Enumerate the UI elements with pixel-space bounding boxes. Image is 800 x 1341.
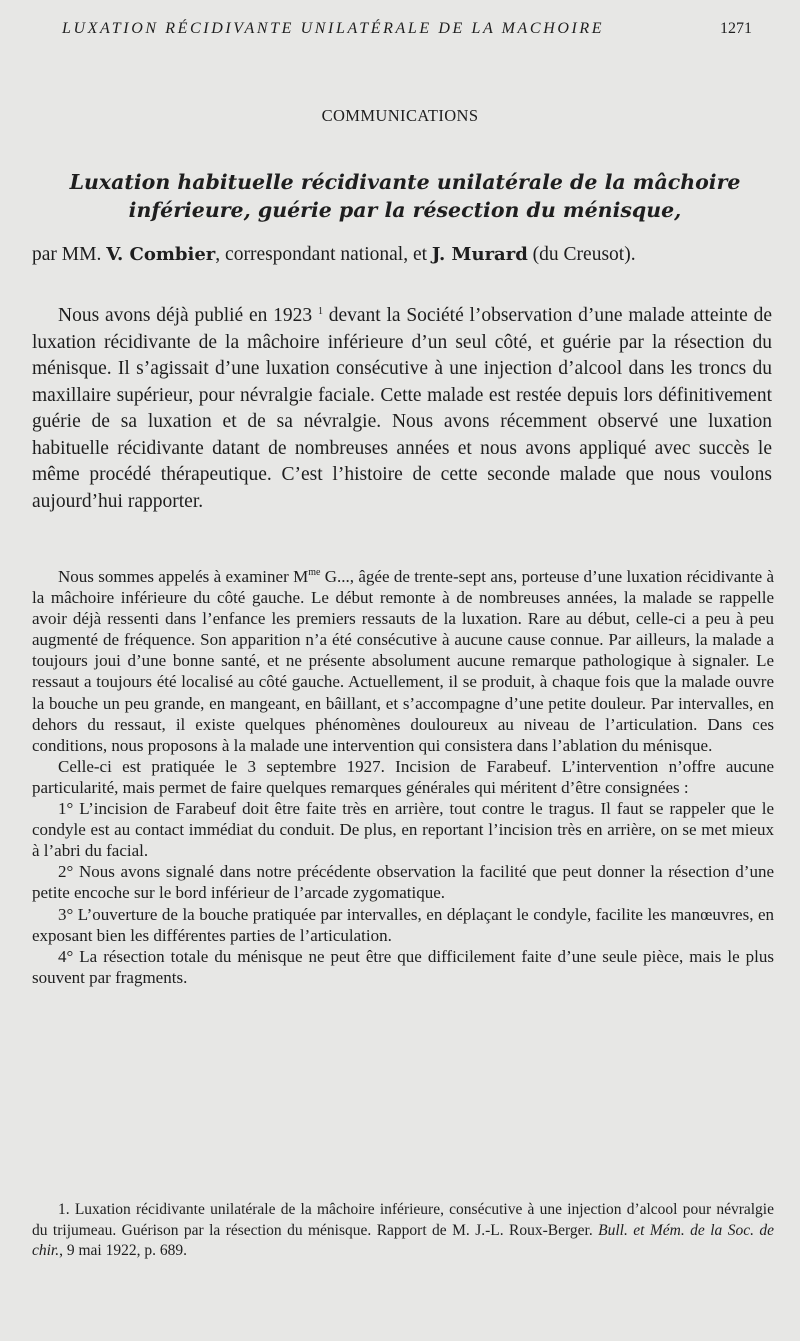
footnote-journal: Bull. et Mém. de la Soc. de chir. [32,1221,775,1259]
byline-prefix: par MM. [32,244,102,265]
footnote-ref[interactable]: 1 [317,306,323,317]
remark-3: 3° L’ouverture de la bouche pratiquée par intervalles, en déplaçant le condyle, facilite les manœuvres, en exposant bien les différentes parties de l’articulation. [32,904,774,945]
case-p1-start: Nous sommes appelés à examiner M [58,567,309,586]
case-paragraph-2: Celle-ci est pratiquée le 3 septembre 1927. Incision de Farabeuf. L’intervention n’offre aucune particularité, mais permet de faire quelques remarques générales qui méritent d’être consignées : [32,756,774,797]
byline-affiliation: , correspondant national, et [215,244,428,265]
byline [32,244,770,266]
case-paragraph-1 [32,566,774,756]
case-p1-rest: G..., âgée de trente-sept ans, porteuse d’une luxation récidivante à la mâchoire inférieure du côté gauche. Le début remonte à de nombreuses années, la malade se rappelle avoir déjà ressenti dans l’enfance les premiers ressauts de la luxation. Rare au début, celle-ci a peu à peu augmenté de fréquence. Son apparition n’a été consécutive à aucune cause connue. Par ailleurs, la malade a toujours joui d’une bonne santé, et ne présente absolument aucune remarque pathologique à signaler. Le ressaut a toujours été localisé au côté gauche. Actuellement, il se produit, à chaque fois que la malade ouvre la bouche un peu grande, en mangeant, en bâillant, et s’accompagne d’une petite douleur. Par intervalles, en dehors du ressaut, il existe quelques phénomènes douloureux au niveau de l’articulation. Dans ces conditions, nous proposons à la malade une intervention qui consistera dans l’ablation du ménisque. [32,567,775,755]
footnote-text: 1. Luxation récidivante unilatérale de la mâchoire inférieure, consécutive à une injection d’alcool pour névralgie du trijumeau. Guérison par la résection du ménisque. Rapport de M. J.-L. Roux-Berger. [32,1201,774,1239]
running-head [62,20,752,38]
article-title: Luxation habituelle récidivante unilatérale de la mâchoire inférieure, guérie par la résection du ménisque, [69,170,741,222]
page-number: 1271 [720,20,752,37]
byline-suffix: (du Creusot). [532,244,636,265]
remark-1: 1° L’incision de Farabeuf doit être faite très en arrière, tout contre le tragus. Il faut se rappeler que le condyle est au contact immédiat du conduit. De plus, en reportant l’incision très en arrière, on se met mieux à l’abri du facial. [32,799,774,861]
case-report [32,566,774,988]
author-murard: J. Murard [431,244,528,265]
section-heading: COMMUNICATIONS [321,106,479,125]
intro-paragraph [32,303,772,515]
footnote-citation: , 9 mai 1922, p. 689. [59,1242,187,1259]
intro-text-rest: devant la Société l’observation d’une malade atteinte de luxation récidivante de la mâchoire inférieure d’un seul côté, et guérie par la résection du ménisque. Il s’agissait d’une luxation consécutive à une injection d’alcool dans les troncs du maxillaire supérieur, pour névralgie faciale. Cette malade est restée depuis lors définitivement guérie de sa luxation et de sa névralgie. Nous avons récemment observé une luxation habituelle récidivante datant de nombreuses années et nous avons appliqué avec succès le même procédé thérapeutique. C’est l’histoire de cette seconde malade que nous voulons aujourd’hui rapporter. [32,305,772,512]
remark-2: 2° Nous avons signalé dans notre précédente observation la facilité que peut donner la résection d’une petite encoche sur le bord inférieur de l’arcade zygomatique. [32,862,774,903]
intro-text-start: Nous avons déjà publié en 1923 [58,305,313,326]
author-combier: V. Combier [106,244,216,265]
remark-4: 4° La résection totale du ménisque ne peut être que difficilement faite d’une seule pièce, mais le plus souvent par fragments. [32,946,774,987]
running-head-title: LUXATION RÉCIDIVANTE UNILATÉRALE DE LA MACHOIRE [62,20,605,37]
footnote [32,1200,774,1262]
title-abbrev: me [308,567,321,578]
